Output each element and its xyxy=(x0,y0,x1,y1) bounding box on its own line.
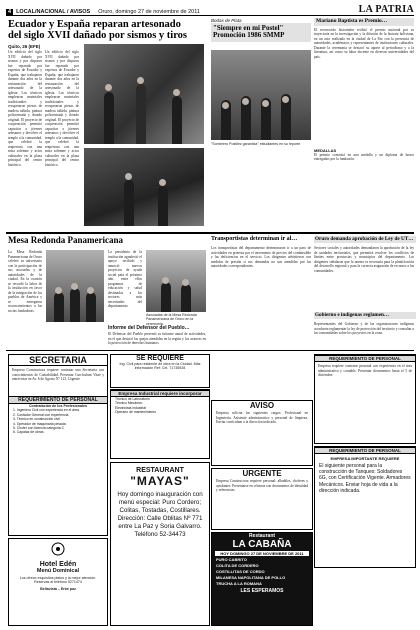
chaco-body: Sectores sociales y autoridades demandaron la aprobación de la ley de unidades territoriales, que permitirá resolver los conflictos de límites entre provincias y municipios del departamento. Los dirigentes señalaron que la norma es necesaria para la planificación del desarrollo regional y para la correcta asignación de recursos a las comunidades. xyxy=(314,246,414,273)
aviso-title: AVISO xyxy=(249,401,275,410)
note-title: Mariano Baptista es Premio… xyxy=(314,18,414,26)
lead-body-col-2: Un edificio del siglo XVII dañado por sismos y por disparos fue reparado por expertos de Ecuador y España, que trabajaron durante dos años en la restauración del artesonado de la iglesia. Los técnicos emplearon materiales tradicionales y recuperaron piezas de madera tallada, pintura policromada y dorado original. El proyecto de cooperación permitió capacitar a jóvenes artesanos y devolver el templo a la comunidad, que celebró la reapertura con una misa solemne y actos culturales en la plaza principal del centro histórico. xyxy=(45,50,79,167)
secretaria-body: Empresa Constructora requiere contratar una Secretaria con conocimientos de Contabilidad. Presentar Currículum Vitae y entrevistar en Av. 6 de Agosto N° 123. Urgente. xyxy=(12,368,104,381)
hotel-ad xyxy=(8,538,108,626)
dateline: Oruro, domingo 27 de noviembre de 2011 xyxy=(98,9,200,15)
lead-headline-line-2: del siglo XVII dañado por sismos y tiros xyxy=(8,30,188,42)
secretaria-ad xyxy=(8,354,108,536)
roundtable-headline: Mesa Redonda Panamericana xyxy=(8,235,123,245)
secretaria-item: 1. Ingeniero Civil con experiencia en el área xyxy=(13,408,79,413)
cabana-menu-item: PURO CABRITO xyxy=(216,557,247,562)
sobre-kicker: Bodas de Plata xyxy=(211,18,242,23)
roundtable-photo-2 xyxy=(146,250,206,312)
hotel-subtitle: Menú Dominical xyxy=(36,568,80,574)
lead-headline-line-1: Ecuador y España reparan artesonado xyxy=(8,19,181,30)
masthead: LA PATRIA xyxy=(358,4,414,15)
se-requiere-title: SE REQUIERE xyxy=(136,355,184,362)
urgente-title: URGENTE xyxy=(242,469,282,478)
govt-headline: Gobierno e indígenas reglamen… xyxy=(314,312,416,319)
sobre-caption: "Sombrero Postilez garantiza" estudiantes en su reporte xyxy=(211,142,301,146)
request-2-title: REQUERIMIENTO DE PERSONAL xyxy=(315,447,415,454)
hotel-title: Hotel Edén xyxy=(39,561,77,568)
cabana-date: HOY DOMINGO 27 DE NOVIEMBRE DE 2011 xyxy=(215,551,309,556)
aviso-ad xyxy=(211,400,313,466)
transport-headline: Transportistas determinan ir al… xyxy=(211,236,298,242)
cabana-menu-item: COLITA DE CORDERO xyxy=(216,563,259,568)
secretaria-item: 6. Capataz de obras xyxy=(13,430,44,435)
cabana-name: LA CABAÑA xyxy=(232,539,292,550)
empresa-item: Técnico Mecánico xyxy=(115,401,143,406)
chaco-headline: Oruro demanda aprobación de Ley de UT… xyxy=(314,236,416,243)
page-header xyxy=(6,4,414,16)
secretaria-item: 3. Técnico en construcción civil xyxy=(13,417,60,422)
lead-photo-bottom xyxy=(84,148,204,226)
lead-headline xyxy=(8,19,208,41)
se-requiere-body: Ing. Civil para residente de obra en la Ciudad. Más información Ref: Cel. 71735928 xyxy=(119,362,201,371)
hotel-body: Los ofrece exquisitos platos y la mejor atención. Reservas al teléfono 5271474 xyxy=(19,576,97,585)
note-article xyxy=(314,18,414,173)
hotel-logo xyxy=(9,539,107,561)
mayas-name: "MAYAS" xyxy=(130,474,190,488)
roundtable-sub-body: El Defensor del Pueblo presentó su informe anual de actividades, en el que destacó las quejas atendidas en la región y los avances en la protección de derechos humanos. xyxy=(108,332,206,345)
cabana-menu xyxy=(212,557,312,587)
request-2-subtitle: EMPRESA IMPORTANTE REQUIERE xyxy=(330,456,400,461)
note-subbody: El premio consistió en una medalla y un diploma de honor entregados por la fundación. xyxy=(314,152,414,162)
secretaria-item: 5. Chofer con licencia categoría C xyxy=(13,426,65,431)
restaurant-mayas-ad xyxy=(110,462,210,626)
request-ad-2 xyxy=(314,446,416,568)
cabana-footer: LES ESPERAMOS xyxy=(240,588,284,594)
urgente-body: Empresa Constructora requiere personal: albañiles, choferes y ayudantes. Presentarse en oficinas con documentos de identidad y referencias. xyxy=(216,479,309,492)
request-ad-1 xyxy=(314,354,416,444)
secretaria-item: 2. Contador General con experiencia xyxy=(13,412,69,417)
empresa-item: Operario de mantenimiento xyxy=(115,410,157,415)
cabana-menu-item: MILANESA NAPOLITANA DE POLLO xyxy=(216,575,286,580)
request-2-body: El siguiente personal para la construcción de Tanques: Soldadores 6G, con Certificación Vigente. Armadores Mecánicos. Enviar hoja de vida a la dirección indicada. xyxy=(319,463,411,494)
sobre-headline: "Siempre en mi Postel" Promoción 1986 SMMP xyxy=(211,23,311,42)
sobre-photo xyxy=(211,50,311,140)
page-number: 4 xyxy=(8,9,12,15)
hotel-footer: Bellavista – Erbe paz xyxy=(40,586,76,591)
secretaria-req-title: REQUERIMIENTO DE PERSONAL xyxy=(9,396,107,404)
empresa-title: Empresa Industrial requiere incorporar xyxy=(111,390,209,397)
restaurant-cabana-ad xyxy=(211,532,313,626)
roundtable-photo-1 xyxy=(46,250,104,322)
lead-byline: Quito, 26 (EFE) xyxy=(8,44,41,49)
empresa-ad xyxy=(110,389,210,459)
govt-body: Representantes del Gobierno y de las organizaciones indígenas acordaron reglamentar la ley de protección del territorio y consultar a las comunidades sobre los proyectos en la zona. xyxy=(314,322,414,335)
empresa-item: Técnico de Laboratorio xyxy=(115,397,150,401)
cabana-menu-item: COSTILLITAS DE CORDO xyxy=(216,569,265,574)
cabana-title: Restaurant xyxy=(248,533,276,539)
secretaria-list xyxy=(9,408,107,434)
hotel-logo-icon xyxy=(48,542,68,556)
lead-body-col-1: Un edificio del siglo XVII dañado por sismos y por disparos fue reparado por expertos de Ecuador y España, que trabajaron durante dos años en la restauración del artesonado de la iglesia. Los técnicos emplearon materiales tradicionales y recuperaron piezas de madera tallada, pintura policromada y dorado original. El proyecto de cooperación permitió capacitar a jóvenes artesanos y devolver el templo a la comunidad, que celebró la reapertura con una misa solemne y actos culturales en la plaza principal del centro histórico. xyxy=(8,50,42,167)
transport-body: Los transportistas del departamento determinaron ir a un paro de actividades en protesta por el incremento de precios del combustible y las deficiencias en el servicio. Los dirigentes advirtieron con medidas de presión si sus demandas no son atendidas por las autoridades correspondientes. xyxy=(211,246,311,268)
note-body: El reconocido historiador recibió el premio nacional por su trayectoria en la investigación y la difusión de la historia boliviana, en un acto realizado en la ciudad de La Paz con la presencia de autoridades, académicos y representantes de instituciones culturales. Durante la ceremonia se destacó su aporte al periodismo y a la literatura, así como su labor docente en diversas universidades del país. xyxy=(314,27,414,59)
secretaria-req-sub: Contratación de los Profesionales xyxy=(28,404,88,408)
secretaria-title: SECRETARIA xyxy=(9,355,107,366)
roundtable-col-1: La Mesa Redonda Panamericana de Oruro celebró su aniversario con la participación de sus asociadas y de autoridades de la ciudad. En la ocasión se recordó la labor de la institución en favor de la integración de los pueblos de América y se entregaron reconocimientos a las socias fundadoras. xyxy=(8,250,42,313)
se-requiere-ad xyxy=(110,354,210,388)
roundtable-caption: Asociadas de la Mesa Redonda Panamericana de Oruro en la ceremonia. xyxy=(146,313,197,326)
lead-photo-top xyxy=(84,44,204,144)
request-1-body: Empresa requiere contratar personal con experiencia en el área administrativa y contable. Presentar documentos hasta el 5 de diciembre. xyxy=(318,364,412,377)
empresa-item: Electricista industrial xyxy=(115,405,146,410)
roundtable-col-2: La presidenta de la institución agradeció el apoyo recibido y anunció nuevos proyectos de ayuda social para el próximo año, entre ellos programas de educación y salud destinados a los sectores más necesitados del departamento. xyxy=(108,250,142,308)
section-label: LOCAL/NACIONAL / AVISOS xyxy=(16,9,91,15)
mayas-body: Hoy domingo inauguración con menú especial: Puro Cordero; Colitas, Tostadas, Costillares. Dirección: Calle Oblitas Nº 771 entre La Paz y Soria Galvarro. Teléfono 52-34473 xyxy=(117,491,203,538)
aviso-body: Empresa solicita los siguientes cargos: Profesional en Ingeniería, Asistente administrativo y personal de limpieza. Enviar currículum a la dirección indicada. xyxy=(216,411,308,424)
urgente-ad xyxy=(211,468,313,530)
request-1-title: REQUERIMIENTO DE PERSONAL xyxy=(315,355,415,362)
roundtable-subhead: Informe del Defensor del Pueblo… xyxy=(108,325,190,331)
sobre-article xyxy=(211,18,311,42)
cabana-menu-item: TRUCHA A LA ROMANA xyxy=(216,581,262,586)
empresa-list xyxy=(111,397,209,415)
mayas-title: RESTAURANT xyxy=(136,467,184,474)
note-subtitle: MEDALLAS xyxy=(314,147,337,153)
secretaria-item: 4. Operador de maquinaria pesada xyxy=(13,421,66,426)
